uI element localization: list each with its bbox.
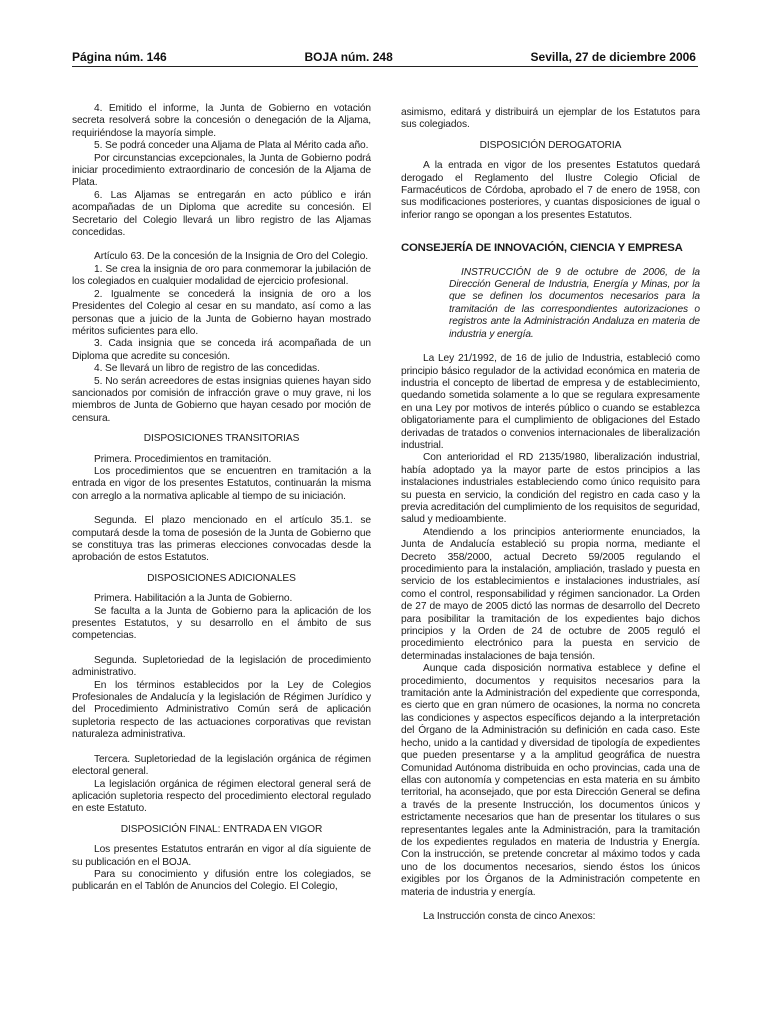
header-rule [72, 66, 698, 67]
left-column [72, 103, 371, 894]
article-heading: Artículo 63. De la concesión de la Insignia de Oro del Colegio. [94, 251, 369, 263]
paragraph: 4. Se llevará un libro de registro de las concedidas. [94, 363, 320, 375]
subheading: Primera. Procedimientos en tramitación. [94, 453, 272, 465]
paragraph: Segunda. El plazo mencionado en el artículo 35.1. se computará desde la toma de posesión de la Junta de Gobierno que se constituya tras las primeras elecciones convocadas desde la aprobación de estos Estatutos. [72, 515, 371, 564]
paragraph: En los términos establecidos por la Ley de Colegios Profesionales de Andalucía y la legislación de Régimen Jurídico y del Procedimiento Administrativo Común será de aplicación supletoria respecto de las actuaciones corporativas que revistan naturaleza administrativa. [72, 679, 371, 741]
paragraph: A la entrada en vigor de los presentes Estatutos quedará derogado el Reglamento del Ilustre Colegio Oficial de Farmacéuticos de Córdoba, aprobado el 7 de enero de 1958, con sus modificaciones posteriores, y cuantas disposiciones de igual o inferior rango se opongan a los presentes Estatutos. [401, 160, 700, 221]
paragraph: Aunque cada disposición normativa establece y define el procedimiento, documentos y requisitos necesarios para la tramitación ante la Administración del expediente que corresponda, es cierto que en gran número de ocasiones, la norma no concreta las condiciones y aspectos específicos dejando a la interpretación del Órgano de la Administración su definición en cada caso. Este hecho, unido a la cantidad y diversidad de tipología de expedientes que pueden presentarse y a la amplitud geográfica de nuestra Comunidad Autónoma distribuida en ocho provincias, cada una de ellas con autonomía y competencias en esta materia en su ámbito territorial, ha aconsejado, que por esta Dirección General se defina a través de la presente Instrucción, los documentos únicos y estrictamente necesarios que han de presentar los titulares o sus representantes legales ante la Administración, para la tramitación de los expedientes regulados en materia de Industria y Energía. Con la instrucción, se pretende concretar al máximo todos y cada uno de los documentos necesarios, siendo éstos los únicos exigibles por los Órganos de la Administración competente en materia de industria y energía. [401, 663, 700, 898]
paragraph: 2. Igualmente se concederá la insignia de oro a los Presidentes del Colegio al cesar en su mandato, así como a las personas que a juicio de la Junta de Gobierno hayan mostrado méritos suficientes para ello. [72, 288, 371, 337]
paragraph: Por circunstancias excepcionales, la Junta de Gobierno podrá iniciar procedimiento extraordinario de concesión de la Aljama de Plata. [72, 152, 371, 189]
paragraph: 5. No serán acreedores de estas insignias quienes hayan sido sancionados por comisión de infracción grave o muy grave, ni los miembros de Junta de Gobierno que hayan cesado por moción de censura. [72, 375, 371, 424]
paragraph: Atendiendo a los principios anteriormente enunciados, la Junta de Andalucía estableció su propia norma, mediante el Decreto 358/2000, actual Decreto 59/2005 regulando el procedimiento para la instalación, ampliación, traslado y puesta en servicio de los establecimientos e instalaciones industriales, así como el control, responsabilidad y régimen sancionador. La Orden de 27 de mayo de 2005 dictó las normas de desarrollo del Decreto para posibilitar la tramitación de los expedientes bajo dichos principios y la Orden de 24 de octubre de 2005 reguló el procedimiento electrónico para la puesta en servicio de determinadas instalaciones de baja tensión. [401, 526, 700, 662]
paragraph: Los procedimientos que se encuentren en tramitación a la entrada en vigor de los presentes Estatutos, continuarán la misma con arreglo a la normativa aplicable al tiempo de su iniciación. [72, 465, 371, 502]
paragraph: Se faculta a la Junta de Gobierno para la aplicación de los presentes Estatutos, y su desarrollo en el ámbito de sus competencias. [72, 605, 371, 642]
paragraph: Para su conocimiento y difusión entre los colegiados, se publicarán en el Tablón de Anuncios del Colegio. El Colegio, [72, 868, 371, 893]
subheading: Tercera. Supletoriedad de la legislación orgánica de régimen electoral general. [72, 753, 371, 778]
section-heading: DISPOSICIONES TRANSITORIAS [143, 433, 300, 445]
section-heading: DISPOSICIÓN FINAL: ENTRADA EN VIGOR [120, 823, 323, 835]
paragraph: 4. Emitido el informe, la Junta de Gobierno en votación secreta resolverá sobre la concesión o denegación de la Aljama, requiriéndose la mayoría simple. [72, 103, 371, 139]
subheading: Segunda. Supletoriedad de la legislación de procedimiento administrativo. [72, 654, 371, 679]
paragraph: 1. Se crea la insignia de oro para conmemorar la jubilación de los colegiados en cualquier modalidad de ejercicio profesional. [72, 263, 371, 288]
publication-date: Sevilla, 27 de diciembre 2006 [530, 50, 696, 64]
page-number: Página núm. 146 [72, 50, 167, 64]
instruction-summary: INSTRUCCIÓN de 9 de octubre de 2006, de la Dirección General de Industria, Energía y Minas, por la que se definen los documentos necesarios para la tramitación de las correspondientes autorizaciones o registros ante la Administración Andaluza en materia de industria y energía. [449, 266, 700, 340]
page-header [72, 50, 696, 64]
paragraph: 5. Se podrá conceder una Aljama de Plata al Mérito cada año. [94, 140, 369, 152]
journal-number: BOJA núm. 248 [304, 50, 393, 64]
paragraph: Los presentes Estatutos entrarán en vigor al día siguiente de su publicación en el BOJA. [72, 844, 371, 868]
right-column [401, 107, 700, 923]
section-heading: DISPOSICIÓN DEROGATORIA [479, 139, 622, 151]
paragraph: 3. Cada insignia que se conceda irá acompañada de un Diploma que acredite su concesión. [72, 338, 371, 362]
paragraph: La Instrucción consta de cinco Anexos: [423, 910, 596, 922]
paragraph: La legislación orgánica de régimen electoral general será de aplicación supletoria respecto del procedimiento electoral regulado en este Estatuto. [72, 778, 371, 815]
paragraph: 6. Las Aljamas se entregarán en acto público e irán acompañadas de un Diploma que acredite su concesión. El Secretario del Colegio llevará un libro registro de las Aljamas concedidas. [72, 189, 371, 239]
ministry-title: CONSEJERÍA DE INNOVACIÓN, CIENCIA Y EMPRESA [401, 242, 683, 255]
paragraph: La Ley 21/1992, de 16 de julio de Industria, estableció como principio básico regulador de la actividad económica en materia de industria el concepto de libertad de empresa y de establecimiento, quedando sometida solamente a lo que se regulara expresamente en una Ley por motivos de interés público o cuando se establezca obligatoriamente para el cumplimiento de obligaciones del Estado derivadas de tratados o convenios internacionales de liberalización industrial. [401, 353, 700, 451]
subheading: Primera. Habilitación a la Junta de Gobierno. [94, 593, 293, 605]
paragraph: asimismo, editará y distribuirá un ejemplar de los Estatutos para sus colegiados. [401, 107, 700, 131]
paragraph: Con anterioridad el RD 2135/1980, liberalización industrial, había adoptado ya la mayor parte de estos principios a las instalaciones industriales estableciendo como único requisito para su puesta en servicio, la condición del registro en cada caso y la previa acreditación del cumplimiento de los requisitos de seguridad, salud y medioambiente. [401, 452, 700, 526]
section-heading: DISPOSICIONES ADICIONALES [147, 572, 296, 584]
